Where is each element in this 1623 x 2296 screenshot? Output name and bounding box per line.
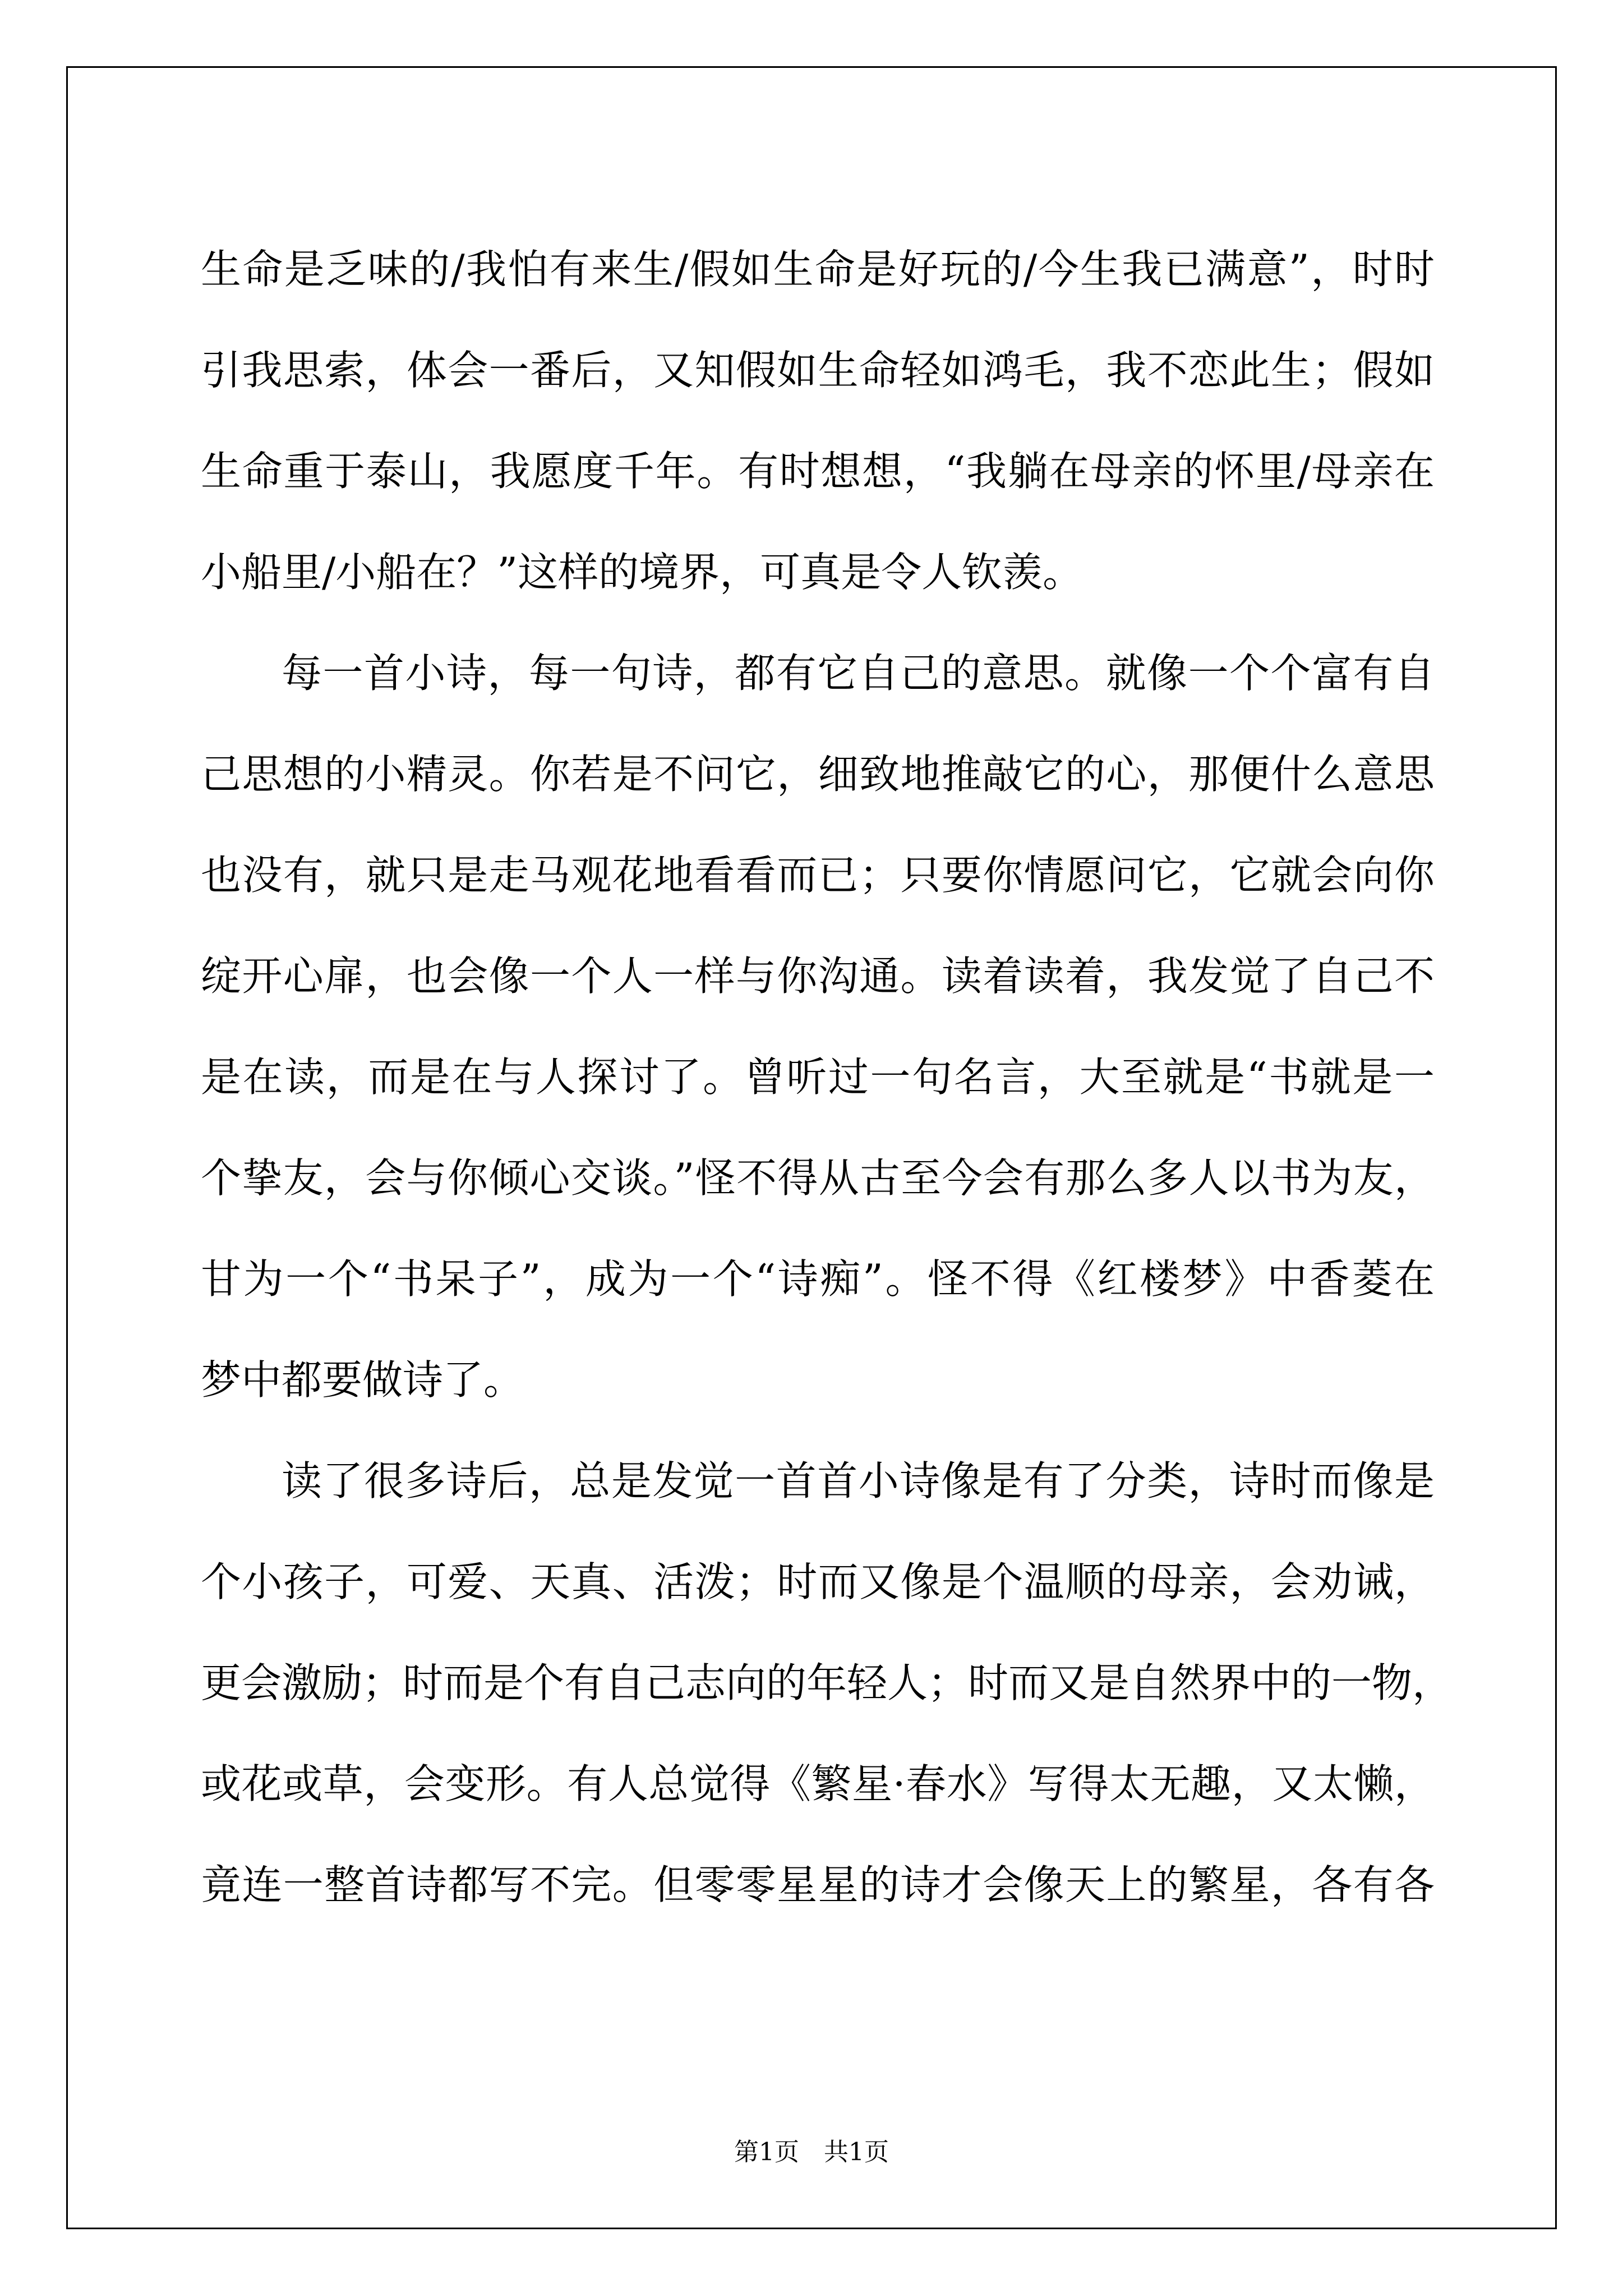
- page-footer: [0, 2132, 1623, 2168]
- text-line: 绽开心扉，也会像一个人一样与你沟通。读着读着，我发觉了自己不: [201, 953, 1435, 1000]
- text-line: 是在读，而是在与人探讨了。曾听过一句名言，大至就是“书就是一: [201, 1053, 1435, 1101]
- text-line: 也没有，就只是走马观花地看看而已；只要你情愿问它，它就会向你: [201, 852, 1435, 899]
- text-line: 生命重于泰山，我愿度千年。有时想想，“我躺在母亲的怀里/母亲在: [201, 448, 1435, 495]
- text-line: 读了很多诗后，总是发觉一首首小诗像是有了分类，诗时而像是: [282, 1457, 1435, 1504]
- text-line: 或花或草，会变形。有人总觉得《繁星·春水》写得太无趣，又太懒，: [201, 1760, 1435, 1807]
- text-line: 个挚友，会与你倾心交谈。”怪不得从古至今会有那么多人以书为友，: [201, 1154, 1435, 1202]
- text-line: 小船里/小船在？”这样的境界，可真是令人钦羡。: [201, 549, 1083, 596]
- text-line: 每一首小诗，每一句诗，都有它自己的意思。就像一个个富有自: [282, 650, 1435, 697]
- text-line: 甘为一个“书呆子”，成为一个“诗痴”。怪不得《红楼梦》中香菱在: [201, 1255, 1435, 1303]
- text-line: 更会激励；时而是个有自己志向的年轻人；时而又是自然界中的一物，: [201, 1659, 1453, 1706]
- text-line: 己思想的小精灵。你若是不问它，细致地推敲它的心，那便什么意思: [201, 751, 1435, 798]
- document-body: [201, 219, 1453, 1935]
- text-line: 梦中都要做诗了。: [201, 1356, 524, 1404]
- text-line: 竟连一整首诗都写不完。但零零星星的诗才会像天上的繁星，各有各: [201, 1861, 1435, 1908]
- text-line: 生命是乏味的/我怕有来生/假如生命是好玩的/今生我已满意”，时时: [201, 246, 1435, 293]
- text-line: 个小孩子，可爱、天真、活泼；时而又像是个温顺的母亲，会劝诫，: [201, 1558, 1435, 1605]
- text-line: 引我思索，体会一番后，又知假如生命轻如鸿毛，我不恋此生；假如: [201, 347, 1435, 394]
- page-number-label: 第1页 共1页: [734, 2138, 889, 2166]
